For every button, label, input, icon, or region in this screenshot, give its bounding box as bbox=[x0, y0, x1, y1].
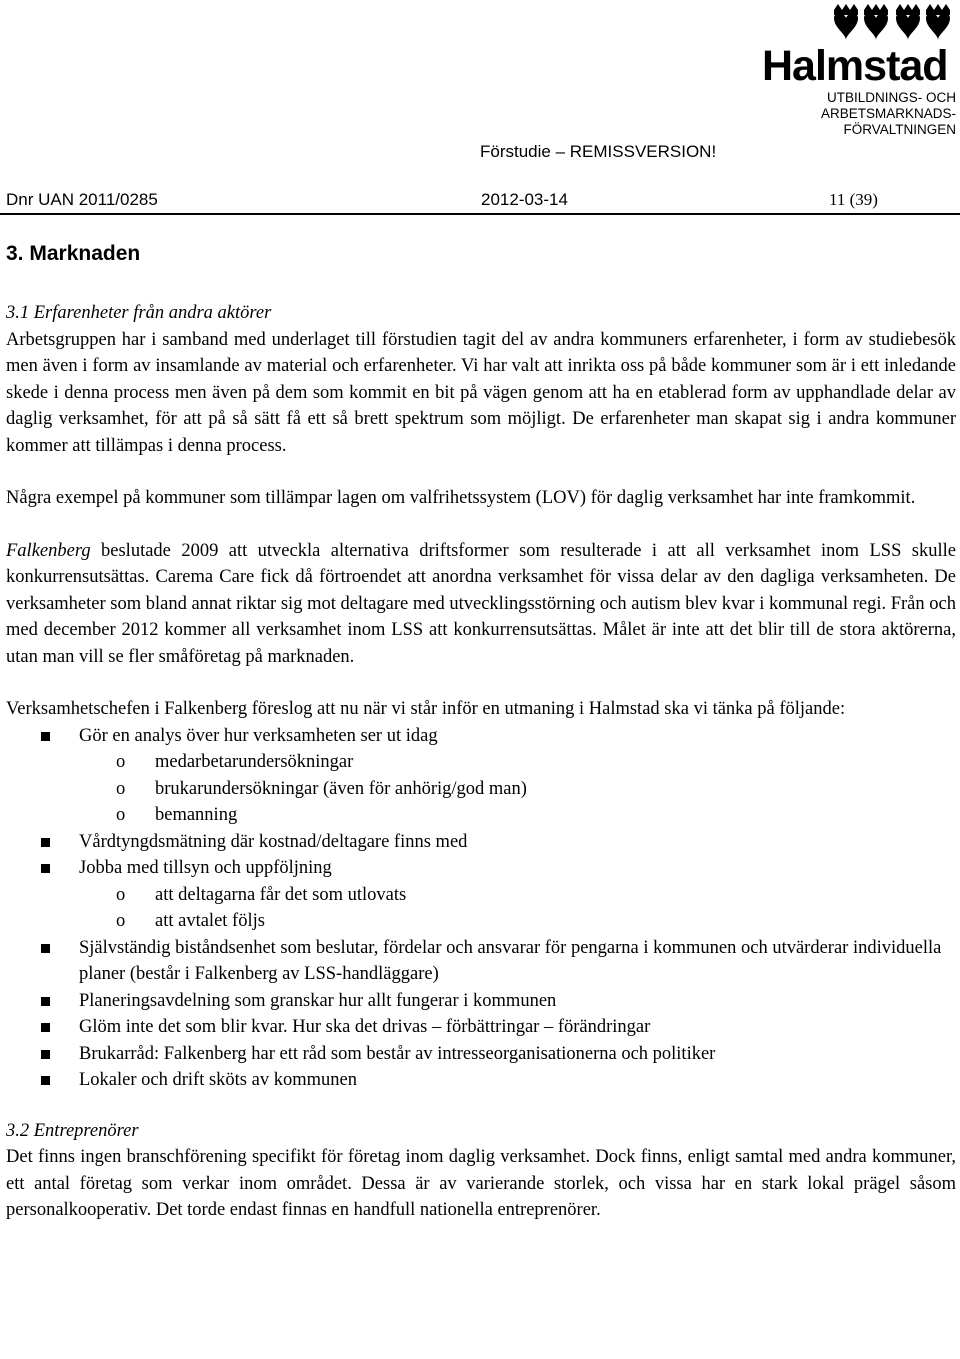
halmstad-logo bbox=[762, 4, 958, 88]
list-item-text: Jobba med tillsyn och uppföljning bbox=[79, 858, 332, 878]
list-item: Planeringsavdelning som granskar hur allt fungerar i kommunen bbox=[6, 988, 956, 1015]
document-body bbox=[6, 300, 956, 1224]
list-item bbox=[6, 723, 956, 829]
document-status: Förstudie – REMISSVERSION! bbox=[480, 142, 717, 161]
department-name bbox=[821, 90, 956, 138]
list-item: Lokaler och drift sköts av kommunen bbox=[6, 1067, 956, 1094]
list-item bbox=[6, 855, 956, 935]
sub-list-item: o medarbetarundersökningar bbox=[79, 749, 956, 776]
paragraph: Det finns ingen branschförening specifikt för företag inom daglig verksamhet. Dock finns, enligt samtal med andra kommuner, ett antal företag som verkar inom området. Dessa är av varierande storlek, och vissa har en stark lokal prägel såsom personalkooperativ. Det torde endast finnas en handfull nationella entreprenörer. bbox=[6, 1147, 956, 1220]
sub-list-item: o brukarundersökningar (även för anhörig/god man) bbox=[79, 776, 956, 803]
section-heading: 3.2 Entreprenörer bbox=[6, 1120, 139, 1141]
list-item: Självständig biståndsenhet som beslutar, fördelar och ansvarar för pengarna i kommunen och utvärderar individuella planer (består i Falkenberg av LSS-handläggare) bbox=[6, 935, 956, 988]
department-line: FÖRVALTNINGEN bbox=[843, 122, 956, 137]
sub-list bbox=[79, 749, 956, 829]
list-item: Brukarråd: Falkenberg har ett råd som består av intresseorganisationerna och politiker bbox=[6, 1041, 956, 1068]
list-item: Vårdtyngdsmätning där kostnad/deltagare finns med bbox=[6, 829, 956, 856]
section-heading: 3.1 Erfarenheter från andra aktörer bbox=[6, 303, 272, 323]
sub-list-item: o bemanning bbox=[79, 802, 956, 829]
department-line: ARBETSMARKNADS- bbox=[820, 106, 956, 121]
chapter-title: 3. Marknaden bbox=[6, 242, 141, 265]
list-item: Glöm inte det som blir kvar. Hur ska det drivas – förbättringar – förändringar bbox=[6, 1014, 956, 1041]
department-line: UTBILDNINGS- OCH bbox=[826, 90, 956, 105]
logo-wordmark: Halmstad bbox=[762, 42, 948, 90]
list-item-text: Gör en analys över hur verksamheten ser ut idag bbox=[79, 725, 438, 746]
sub-list-item: o att avtalet följs bbox=[79, 908, 956, 935]
paragraph-text: beslutade 2009 att utveckla alternativa driftsformer som resulterade i att all verksamhet inom LSS skulle konkurrensutsättas. Carema Care fick då förtroendet att anordna verksamhet för vissa delar av den dagliga verksamheten. De verksamheter som bland annat riktar sig mot deltagare med utvecklingsstörning och autism blev kvar i kommunal regi. Från och med december 2012 kommer all verksamhet inom LSS att konkurrensutsättas. Målet är inte att det blir till de stora aktörerna, utan man vill se fler småföretag på marknaden. bbox=[6, 540, 956, 667]
document-date: 2012-03-14 bbox=[481, 190, 568, 209]
paragraph bbox=[6, 538, 956, 671]
recommendation-list bbox=[6, 723, 956, 1094]
document-meta-row bbox=[6, 190, 956, 214]
registration-number: Dnr UAN 2011/0285 bbox=[6, 190, 158, 209]
page-number: 11 (39) bbox=[829, 190, 878, 209]
sub-list bbox=[79, 882, 956, 935]
place-name: Falkenberg bbox=[6, 540, 91, 561]
paragraph: Några exempel på kommuner som tillämpar lagen om valfrihetssystem (LOV) för daglig verksamhet har inte framkommit. bbox=[6, 488, 916, 508]
header-divider bbox=[0, 213, 960, 215]
paragraph: Arbetsgruppen har i samband med underlaget till förstudien tagit del av andra kommuners erfarenheter, i form av studiebesök men även i form av insamlande av material och erfarenheter. Vi har valt att inrikta oss på både kommuner som är i ett inledande skede i denna process men även på dem som kommit en bit på vägen genom att ha en etablerad form av upphandlade delar av daglig verksamhet, för att på så sätt få ett så brett spektrum som möjligt. De erfarenheter man skapat sig i andra kommuner kommer att tillämpas i denna process. bbox=[6, 329, 956, 456]
paragraph: Verksamhetschefen i Falkenberg föreslog att nu när vi står inför en utmaning i Halmstad ska vi tänka på följande: bbox=[6, 699, 846, 719]
sub-list-item: o att deltagarna får det som utlovats bbox=[79, 882, 956, 909]
crown-hearts-icon bbox=[830, 4, 958, 46]
